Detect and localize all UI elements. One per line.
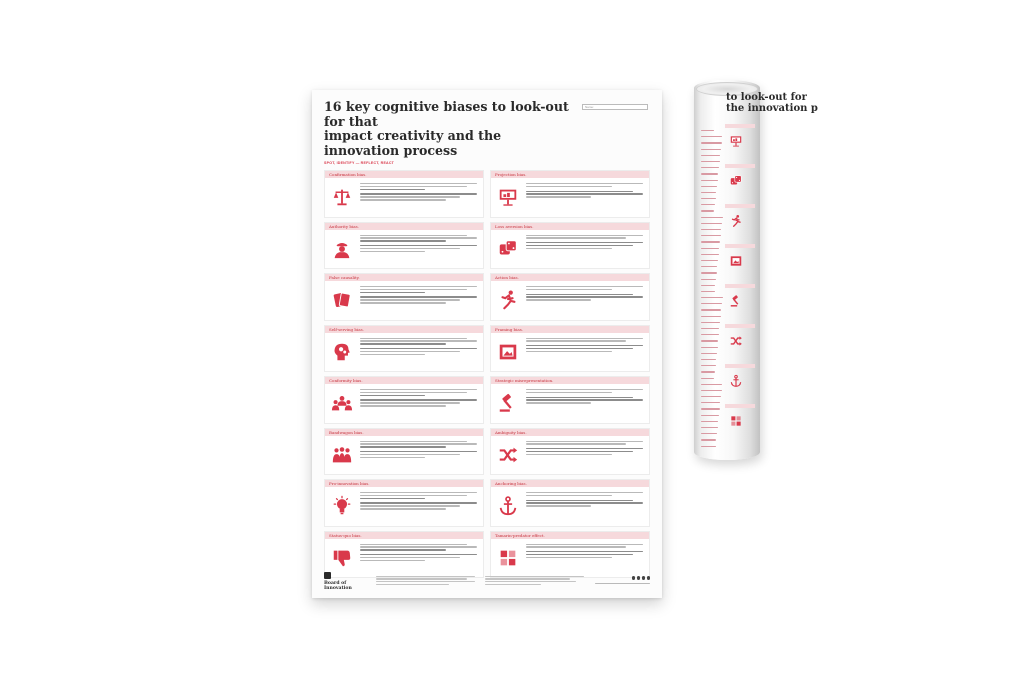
poster-sheet [312, 90, 662, 598]
brand-logo [324, 572, 376, 591]
gavel-icon [729, 294, 743, 308]
bias-card [324, 428, 484, 476]
poster-title-line-1: 16 key cognitive biases to look-out for that [324, 99, 569, 129]
lightbulb-icon [329, 493, 355, 519]
bias-card-title: Status-quo bias. [325, 532, 483, 539]
name-field-label: Name: [585, 104, 594, 109]
bias-card-title: Ambiguity bias. [491, 429, 649, 436]
dice-icon [729, 174, 743, 188]
anchor-icon [495, 493, 521, 519]
brand-logo-line-1: Board of [324, 580, 347, 586]
social-icon [632, 576, 635, 579]
scales-icon [329, 184, 355, 210]
presentation-icon [495, 184, 521, 210]
rolled-poster-card [725, 284, 755, 318]
rolled-poster-card [725, 364, 755, 398]
rolled-poster-card [725, 404, 755, 438]
bias-card [490, 273, 650, 321]
anchor-icon [729, 374, 743, 388]
head-gears-icon [329, 339, 355, 365]
rolled-poster-card [725, 204, 755, 238]
bias-card-description [526, 542, 645, 560]
name-field [582, 104, 648, 110]
bias-card-description [360, 439, 479, 460]
poster-title-line-2: impact creativity and the innovation process [324, 128, 502, 158]
social-icon [647, 576, 650, 579]
bias-card-description [526, 387, 645, 405]
bias-card-title: False causality. [325, 274, 483, 281]
footer-text-column-2 [485, 576, 594, 586]
bias-card [490, 428, 650, 476]
frame-icon [729, 254, 743, 268]
bias-card [324, 222, 484, 270]
rolled-poster-left-column [701, 130, 723, 452]
bias-card-title: Conformity bias. [325, 377, 483, 384]
bias-card-description [360, 542, 479, 563]
tiles-icon [729, 414, 743, 428]
rolled-poster-title-line-1: to look-out for [726, 92, 807, 103]
bias-card [324, 170, 484, 218]
social-icon [637, 576, 640, 579]
bias-card-title: Loss aversion bias. [491, 223, 649, 230]
bias-card-title: Projection bias. [491, 171, 649, 178]
tiles-icon [495, 545, 521, 571]
bias-card [490, 479, 650, 527]
running-icon [495, 287, 521, 313]
bias-card-title: Anchoring bias. [491, 480, 649, 487]
bias-card-description [360, 336, 479, 357]
cards-icon [329, 287, 355, 313]
rolled-poster-card [725, 164, 755, 198]
poster-subtitle: SPOT, IDENTIFY — REFLECT, REACT [324, 161, 395, 165]
bias-card-description [360, 181, 479, 202]
social-icon [642, 576, 645, 579]
rolled-poster-title [726, 92, 818, 114]
bias-card-description [526, 490, 645, 508]
rolled-poster-card [725, 324, 755, 358]
bias-card-description [526, 181, 645, 199]
bias-card [324, 376, 484, 424]
bias-card-title: Tamarin-predator effect. [491, 532, 649, 539]
thumbs-down-icon [329, 545, 355, 571]
footer-text-column-1 [376, 576, 485, 586]
officer-icon [329, 236, 355, 262]
bias-card [324, 273, 484, 321]
bias-card [324, 325, 484, 373]
bias-card-description [526, 284, 645, 302]
social-icons [594, 576, 650, 579]
rolled-poster-title-line-2: the innovation p [726, 103, 818, 114]
bias-card [490, 222, 650, 270]
bias-card-grid [324, 170, 650, 578]
bias-card-description [360, 284, 479, 305]
bias-card-title: Framing bias. [491, 326, 649, 333]
running-icon [729, 214, 743, 228]
bias-card-title: Strategic misrepresentation. [491, 377, 649, 384]
rolled-poster-card [725, 244, 755, 278]
gavel-icon [495, 390, 521, 416]
bias-card [490, 170, 650, 218]
bias-card-title: Bandwagon bias. [325, 429, 483, 436]
poster-title [324, 100, 579, 158]
frame-icon [495, 339, 521, 365]
rolled-poster [694, 80, 818, 460]
bias-card [490, 325, 650, 373]
shuffle-icon [495, 442, 521, 468]
bias-card-description [360, 387, 479, 408]
bias-card [490, 376, 650, 424]
group-icon [329, 390, 355, 416]
brand-logo-line-2: Innovation [324, 585, 352, 591]
shuffle-icon [729, 334, 743, 348]
bias-card [324, 479, 484, 527]
crowd-icon [329, 442, 355, 468]
dice-icon [495, 236, 521, 262]
bias-card-description [360, 490, 479, 511]
bias-card-title: Action bias. [491, 274, 649, 281]
bias-card-title: Confirmation bias. [325, 171, 483, 178]
footer-social [594, 576, 650, 585]
bias-card-description [360, 233, 479, 254]
poster-footer [324, 570, 650, 592]
bias-card-description [526, 233, 645, 251]
presentation-icon [729, 134, 743, 148]
rolled-poster-card [725, 124, 755, 158]
bias-card-title: Self-serving bias. [325, 326, 483, 333]
bias-card-title: Pro-innovation bias. [325, 480, 483, 487]
bias-card-description [526, 439, 645, 457]
brand-logo-mark-icon [324, 572, 331, 579]
bias-card-title: Authority bias. [325, 223, 483, 230]
bias-card-description [526, 336, 645, 354]
